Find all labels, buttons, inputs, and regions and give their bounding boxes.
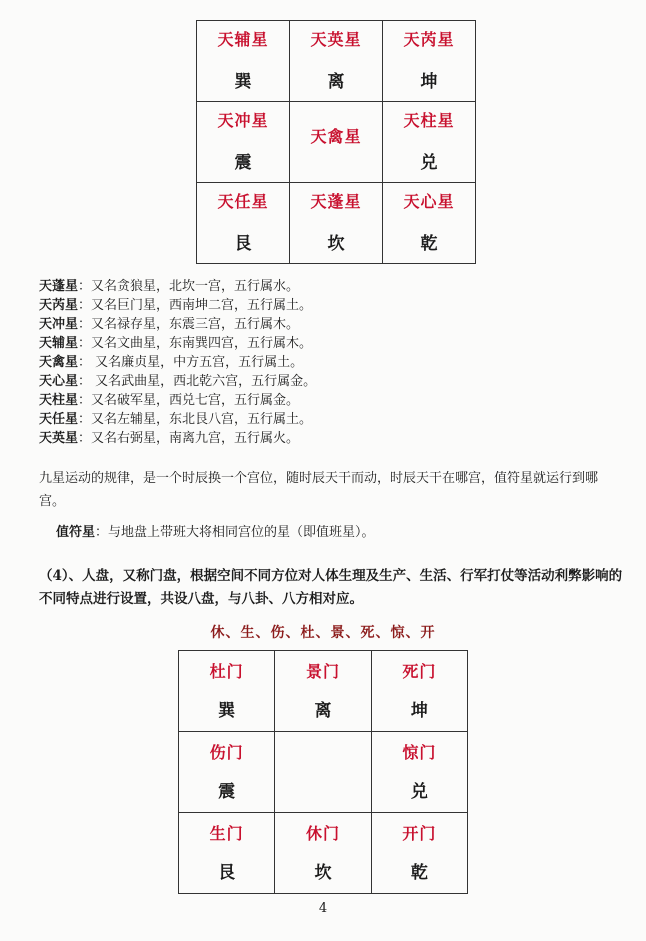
page-number: 4 bbox=[318, 901, 328, 916]
door-cell-east bbox=[179, 732, 275, 813]
star-cell-southwest bbox=[383, 21, 476, 102]
zhifu-desc: ：与地盘上带班大将相同宫位的星（即值班星）。 bbox=[95, 525, 375, 540]
renpan-paragraph: （4）、人盘，又称门盘，根据空间不同方位对人体生理及生产、生活、行军打仗等活动利弊影响的不同特点进行设置，共设八盘，与八卦、八方相对应。 bbox=[39, 568, 623, 607]
star-desc: ： 又名廉贞星，中方五宫，五行属土。 bbox=[78, 355, 304, 370]
star-cell-center bbox=[290, 102, 383, 183]
star-cell-north bbox=[290, 183, 383, 264]
star-term: 天任星 bbox=[39, 412, 79, 427]
list-item bbox=[39, 334, 316, 353]
list-item bbox=[39, 429, 316, 448]
door-cell-southwest bbox=[371, 651, 467, 732]
star-desc: ：又名巨门星，西南坤二宫，五行属土。 bbox=[78, 298, 313, 313]
star-term: 天芮星 bbox=[39, 298, 79, 313]
list-item bbox=[39, 410, 316, 429]
star-term: 天辅星 bbox=[39, 336, 79, 351]
door-name: 杜门 bbox=[209, 662, 244, 681]
star-name: 天禽星 bbox=[310, 127, 362, 146]
star-name: 天柱星 bbox=[403, 111, 455, 130]
door-cell-center bbox=[275, 732, 371, 813]
list-item bbox=[39, 391, 316, 410]
star-desc: ： 又名武曲星，西北乾六宫，五行属金。 bbox=[78, 374, 317, 389]
door-cell-northwest bbox=[371, 813, 467, 894]
door-cell-northeast bbox=[179, 813, 275, 894]
trigram-label: 离 bbox=[327, 72, 345, 92]
star-name: 天辅星 bbox=[217, 30, 269, 49]
star-description-list bbox=[39, 277, 316, 448]
trigram-label: 坤 bbox=[410, 701, 428, 721]
door-cell-south bbox=[275, 651, 371, 732]
door-cell-southeast bbox=[179, 651, 275, 732]
door-name: 生门 bbox=[209, 824, 244, 843]
star-desc: ：又名破军星，西兑七宫，五行属金。 bbox=[78, 393, 300, 408]
star-term: 天柱星 bbox=[39, 393, 79, 408]
list-item bbox=[39, 277, 316, 296]
star-term: 天心星 bbox=[39, 374, 79, 389]
trigram-label: 巽 bbox=[234, 72, 252, 92]
door-name: 休门 bbox=[305, 824, 340, 843]
star-desc: ：又名左辅星，东北艮八宫，五行属土。 bbox=[78, 412, 313, 427]
star-cell-northeast bbox=[197, 183, 290, 264]
door-name: 死门 bbox=[402, 662, 437, 681]
list-item bbox=[39, 353, 316, 372]
trigram-label: 兑 bbox=[410, 782, 428, 802]
trigram-label: 乾 bbox=[410, 863, 428, 883]
door-sequence-heading: 休、生、伤、杜、景、死、惊、开 bbox=[210, 625, 436, 641]
star-term: 天冲星 bbox=[39, 317, 79, 332]
door-cell-north bbox=[275, 813, 371, 894]
door-cell-west bbox=[371, 732, 467, 813]
star-term: 天蓬星 bbox=[39, 279, 79, 294]
trigram-label: 兑 bbox=[420, 153, 438, 173]
star-cell-southeast bbox=[197, 21, 290, 102]
zhifu-term: 值符星 bbox=[56, 525, 96, 540]
trigram-label: 震 bbox=[218, 782, 236, 802]
star-name: 天冲星 bbox=[217, 111, 269, 130]
nine-star-grid bbox=[196, 20, 476, 264]
star-name: 天英星 bbox=[310, 30, 362, 49]
zhifu-definition bbox=[56, 521, 375, 544]
star-name: 天任星 bbox=[217, 192, 269, 211]
star-cell-northwest bbox=[383, 183, 476, 264]
star-cell-east bbox=[197, 102, 290, 183]
list-item bbox=[39, 296, 316, 315]
door-name: 开门 bbox=[402, 824, 437, 843]
trigram-label: 乾 bbox=[420, 234, 438, 254]
star-name: 天蓬星 bbox=[310, 192, 362, 211]
door-name: 惊门 bbox=[402, 743, 437, 762]
trigram-label: 坎 bbox=[314, 863, 332, 883]
star-desc: ：又名禄存星，东震三宫，五行属木。 bbox=[78, 317, 300, 332]
eight-door-grid bbox=[178, 650, 468, 894]
star-desc: ：又名文曲星，东南巽四宫，五行属木。 bbox=[78, 336, 313, 351]
star-cell-west bbox=[383, 102, 476, 183]
door-name: 景门 bbox=[305, 662, 340, 681]
star-name: 天心星 bbox=[403, 192, 455, 211]
trigram-label: 坤 bbox=[420, 72, 438, 92]
star-cell-south bbox=[290, 21, 383, 102]
star-term: 天英星 bbox=[39, 431, 79, 446]
movement-rule-paragraph: 九星运动的规律，是一个时辰换一个宫位，随时辰天干而动，时辰天干在哪宫，值符星就运行到哪宫。 bbox=[39, 471, 599, 509]
star-desc: ：又名右弼星，南离九宫，五行属火。 bbox=[78, 431, 300, 446]
trigram-label: 离 bbox=[314, 701, 332, 721]
star-name: 天芮星 bbox=[403, 30, 455, 49]
trigram-label: 艮 bbox=[234, 234, 252, 254]
list-item bbox=[39, 372, 316, 391]
trigram-label: 震 bbox=[234, 153, 252, 173]
trigram-label: 巽 bbox=[218, 701, 236, 721]
star-desc: ：又名贪狼星，北坎一宫，五行属水。 bbox=[78, 279, 300, 294]
list-item bbox=[39, 315, 316, 334]
trigram-label: 坎 bbox=[327, 234, 345, 254]
star-term: 天禽星 bbox=[39, 355, 79, 370]
door-name: 伤门 bbox=[209, 743, 244, 762]
trigram-label: 艮 bbox=[218, 863, 236, 883]
